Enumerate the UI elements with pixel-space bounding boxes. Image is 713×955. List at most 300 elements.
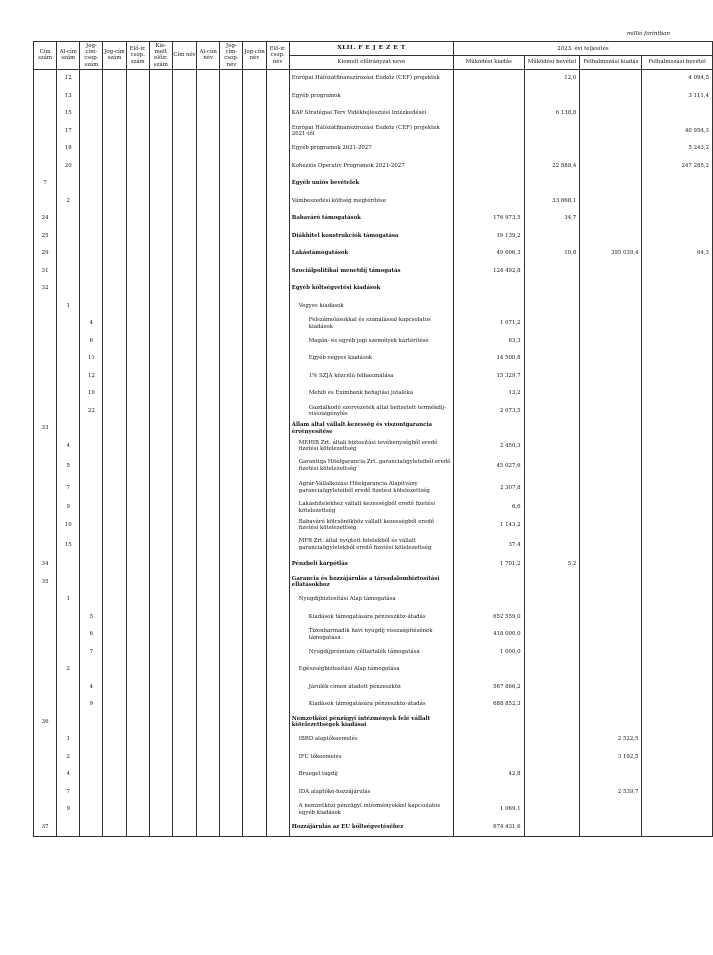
cell-jogcim-szam: [103, 227, 126, 245]
cell-alcim-nev: [197, 696, 220, 714]
cell-alcim-nev: [197, 556, 220, 574]
cell-jogcim-nev: [243, 534, 266, 556]
cell-alcim-szam: [57, 643, 80, 661]
cell-felhalmozasi-kiadas: [580, 591, 642, 609]
header-alcim-szam: Al-cím szám: [57, 42, 80, 70]
cell-cim-nev: [172, 245, 196, 263]
cell-mukodesi-bevetel: [524, 801, 580, 819]
cell-mukodesi-kiadas: 674 431,6: [453, 818, 524, 836]
cell-eloir-csop-nev: [266, 437, 289, 455]
cell-mukodesi-bevetel: [524, 350, 580, 368]
cell-jogcim-nev: [243, 591, 266, 609]
cell-felhalmozasi-kiadas: 2 539,7: [580, 783, 642, 801]
cell-alcim-nev: [197, 280, 220, 298]
cell-jogcim-csop-szam: 5: [80, 608, 103, 626]
cell-mukodesi-bevetel: [524, 262, 580, 280]
cell-alcim-szam: [57, 626, 80, 644]
cell-felhalmozasi-kiadas: [580, 227, 642, 245]
cell-jogcim-csop-nev: [220, 87, 243, 105]
cell-jogcim-nev: [243, 192, 266, 210]
cell-jogcim-csop-szam: [80, 713, 103, 731]
cell-jogcim-nev: [243, 315, 266, 333]
cell-cim-szam: 34: [34, 556, 57, 574]
cell-mukodesi-kiadas: 13,2: [453, 385, 524, 403]
cell-cim-szam: [34, 87, 57, 105]
table-body: [34, 69, 713, 836]
cell-alcim-szam: 2: [57, 748, 80, 766]
cell-felhalmozasi-kiadas: [580, 332, 642, 350]
cell-jogcim-szam: [103, 661, 126, 679]
cell-felhalmozasi-kiadas: [580, 661, 642, 679]
cell-cim-szam: [34, 192, 57, 210]
cell-eloir-csop-szam: [126, 210, 149, 228]
cell-eloir-csop-nev: [266, 626, 289, 644]
cell-alcim-szam: 15: [57, 105, 80, 123]
cell-jogcim-szam: [103, 192, 126, 210]
cell-mukodesi-bevetel: [524, 455, 580, 477]
cell-eloir-csop-szam: [126, 227, 149, 245]
header-cim-szam: Cím szám: [34, 42, 57, 70]
cell-mukodesi-bevetel: [524, 608, 580, 626]
cell-cim-nev: [172, 573, 196, 591]
cell-cim-szam: 35: [34, 573, 57, 591]
cell-felhalmozasi-bevetel: [642, 105, 713, 123]
period-header: 2023. évi teljesítés: [453, 42, 712, 56]
cell-felhalmozasi-bevetel: [642, 534, 713, 556]
cell-mukodesi-kiadas: 14 500,8: [453, 350, 524, 368]
cell-eloir-csop-nev: [266, 157, 289, 175]
cell-cim-szam: 31: [34, 262, 57, 280]
table-row: [34, 385, 713, 403]
cell-jogcim-csop-szam: [80, 783, 103, 801]
cell-jogcim-nev: [243, 731, 266, 749]
cell-mukodesi-bevetel: [524, 783, 580, 801]
cell-jogcim-csop-nev: [220, 262, 243, 280]
cell-felhalmozasi-bevetel: [642, 175, 713, 193]
cell-mukodesi-bevetel: 10,8: [524, 245, 580, 263]
cell-jogcim-szam: [103, 766, 126, 784]
cell-eloir-csop-szam: [126, 696, 149, 714]
table-row: [34, 122, 713, 140]
cell-eloir-csop-szam: [126, 766, 149, 784]
cell-jogcim-csop-szam: [80, 766, 103, 784]
cell-alcim-szam: [57, 175, 80, 193]
cell-jogcim-csop-nev: [220, 661, 243, 679]
cell-eloir-csop-nev: [266, 245, 289, 263]
cell-jogcim-csop-nev: [220, 210, 243, 228]
cell-felhalmozasi-kiadas: [580, 437, 642, 455]
cell-kiemelt-neve: Babaváró támogatások: [289, 210, 453, 228]
cell-eloir-csop-nev: [266, 608, 289, 626]
cell-jogcim-csop-nev: [220, 367, 243, 385]
cell-cim-nev: [172, 783, 196, 801]
cell-kiemelt-neve: IBRD alaptőkeemelés: [289, 731, 453, 749]
cell-jogcim-csop-nev: [220, 731, 243, 749]
cell-eloir-csop-nev: [266, 573, 289, 591]
cell-jogcim-csop-szam: [80, 245, 103, 263]
cell-mukodesi-bevetel: [524, 818, 580, 836]
cell-jogcim-szam: [103, 210, 126, 228]
cell-mukodesi-bevetel: 6 138,8: [524, 105, 580, 123]
cell-eloir-csop-nev: [266, 455, 289, 477]
cell-felhalmozasi-kiadas: [580, 385, 642, 403]
cell-kiemelt-neve: MFB Zrt. által nyújtott hitelekből és vállalt garanciaügyletekből eredő fizetési kötelezettség: [289, 534, 453, 556]
cell-kiemelt-neve: A nemzetközi pénzügyi intézményekkel kapcsolatos egyéb kiadások: [289, 801, 453, 819]
cell-kiemelt-eloir-szam: [149, 157, 172, 175]
cell-cim-nev: [172, 731, 196, 749]
cell-alcim-szam: [57, 573, 80, 591]
cell-felhalmozasi-bevetel: [642, 350, 713, 368]
cell-jogcim-csop-nev: [220, 766, 243, 784]
cell-felhalmozasi-bevetel: [642, 315, 713, 333]
header-kiemelt-eloir-szam: Kie-melt előir. szám: [149, 42, 172, 70]
cell-jogcim-szam: [103, 297, 126, 315]
cell-cim-szam: [34, 157, 57, 175]
cell-alcim-szam: [57, 227, 80, 245]
cell-kiemelt-neve: Európai Hálózatfinanszírozási Eszköz (CEF) projektek 2021-től: [289, 122, 453, 140]
cell-cim-nev: [172, 192, 196, 210]
cell-jogcim-szam: [103, 367, 126, 385]
cell-cim-nev: [172, 608, 196, 626]
cell-eloir-csop-szam: [126, 713, 149, 731]
cell-felhalmozasi-kiadas: [580, 262, 642, 280]
table-row: [34, 69, 713, 87]
cell-eloir-csop-szam: [126, 591, 149, 609]
cell-mukodesi-kiadas: [453, 87, 524, 105]
cell-alcim-nev: [197, 801, 220, 819]
cell-felhalmozasi-kiadas: [580, 157, 642, 175]
cell-alcim-nev: [197, 591, 220, 609]
cell-eloir-csop-nev: [266, 696, 289, 714]
table-row: [34, 516, 713, 534]
cell-felhalmozasi-bevetel: [642, 477, 713, 499]
header-jogcim-csop-nev: Jog-cím-csop. név: [220, 42, 243, 70]
cell-cim-nev: [172, 678, 196, 696]
cell-felhalmozasi-bevetel: [642, 801, 713, 819]
cell-jogcim-csop-nev: [220, 122, 243, 140]
cell-felhalmozasi-kiadas: [580, 713, 642, 731]
cell-cim-nev: [172, 175, 196, 193]
cell-cim-nev: [172, 516, 196, 534]
cell-kiemelt-eloir-szam: [149, 227, 172, 245]
unit-label: millió forintban: [626, 31, 670, 37]
cell-eloir-csop-szam: [126, 350, 149, 368]
cell-eloir-csop-nev: [266, 315, 289, 333]
cell-eloir-csop-szam: [126, 402, 149, 420]
cell-jogcim-nev: [243, 420, 266, 438]
cell-kiemelt-eloir-szam: [149, 731, 172, 749]
cell-jogcim-nev: [243, 516, 266, 534]
cell-alcim-nev: [197, 499, 220, 517]
cell-jogcim-csop-nev: [220, 192, 243, 210]
table-row: [34, 227, 713, 245]
cell-cim-szam: [34, 297, 57, 315]
cell-jogcim-csop-szam: [80, 420, 103, 438]
cell-jogcim-nev: [243, 477, 266, 499]
cell-felhalmozasi-bevetel: [642, 731, 713, 749]
cell-kiemelt-eloir-szam: [149, 262, 172, 280]
cell-jogcim-csop-szam: [80, 534, 103, 556]
cell-mukodesi-kiadas: [453, 122, 524, 140]
cell-felhalmozasi-bevetel: [642, 420, 713, 438]
cell-alcim-nev: [197, 367, 220, 385]
cell-cim-nev: [172, 801, 196, 819]
cell-alcim-nev: [197, 516, 220, 534]
cell-mukodesi-bevetel: [524, 87, 580, 105]
cell-cim-nev: [172, 332, 196, 350]
cell-jogcim-csop-nev: [220, 556, 243, 574]
cell-felhalmozasi-kiadas: [580, 402, 642, 420]
cell-jogcim-nev: [243, 818, 266, 836]
cell-felhalmozasi-kiadas: [580, 297, 642, 315]
cell-felhalmozasi-bevetel: [642, 713, 713, 731]
cell-mukodesi-kiadas: 15 329,7: [453, 367, 524, 385]
table-row: [34, 678, 713, 696]
cell-jogcim-csop-szam: [80, 818, 103, 836]
cell-jogcim-nev: [243, 402, 266, 420]
cell-eloir-csop-nev: [266, 661, 289, 679]
cell-jogcim-nev: [243, 455, 266, 477]
cell-cim-nev: [172, 499, 196, 517]
cell-alcim-szam: [57, 608, 80, 626]
cell-alcim-szam: [57, 210, 80, 228]
cell-mukodesi-kiadas: 2 450,3: [453, 437, 524, 455]
cell-eloir-csop-szam: [126, 315, 149, 333]
cell-jogcim-szam: [103, 608, 126, 626]
cell-cim-szam: 37: [34, 818, 57, 836]
cell-eloir-csop-szam: [126, 556, 149, 574]
cell-eloir-csop-nev: [266, 713, 289, 731]
cell-alcim-nev: [197, 643, 220, 661]
cell-mukodesi-kiadas: [453, 157, 524, 175]
cell-jogcim-csop-szam: [80, 192, 103, 210]
cell-alcim-nev: [197, 731, 220, 749]
cell-felhalmozasi-kiadas: [580, 801, 642, 819]
cell-cim-szam: 32: [34, 280, 57, 298]
cell-felhalmozasi-bevetel: [642, 227, 713, 245]
cell-eloir-csop-nev: [266, 748, 289, 766]
cell-mukodesi-kiadas: 652 559,0: [453, 608, 524, 626]
cell-eloir-csop-szam: [126, 420, 149, 438]
cell-felhalmozasi-bevetel: [642, 591, 713, 609]
cell-jogcim-szam: [103, 499, 126, 517]
cell-jogcim-csop-szam: [80, 297, 103, 315]
cell-mukodesi-bevetel: 22 888,4: [524, 157, 580, 175]
cell-eloir-csop-szam: [126, 385, 149, 403]
cell-jogcim-csop-szam: [80, 455, 103, 477]
cell-eloir-csop-nev: [266, 385, 289, 403]
cell-eloir-csop-nev: [266, 297, 289, 315]
cell-jogcim-csop-nev: [220, 477, 243, 499]
cell-mukodesi-kiadas: 1 071,2: [453, 315, 524, 333]
cell-eloir-csop-szam: [126, 477, 149, 499]
cell-cim-szam: [34, 122, 57, 140]
cell-jogcim-csop-nev: [220, 332, 243, 350]
cell-jogcim-nev: [243, 499, 266, 517]
cell-alcim-szam: 9: [57, 499, 80, 517]
cell-jogcim-csop-szam: [80, 105, 103, 123]
cell-mukodesi-kiadas: [453, 420, 524, 438]
cell-kiemelt-eloir-szam: [149, 437, 172, 455]
table-row: [34, 87, 713, 105]
cell-felhalmozasi-kiadas: [580, 175, 642, 193]
cell-alcim-szam: 15: [57, 534, 80, 556]
cell-alcim-szam: 18: [57, 140, 80, 158]
cell-cim-szam: [34, 766, 57, 784]
cell-eloir-csop-szam: [126, 643, 149, 661]
cell-mukodesi-bevetel: [524, 534, 580, 556]
cell-jogcim-nev: [243, 105, 266, 123]
cell-jogcim-csop-szam: [80, 748, 103, 766]
table-row: [34, 783, 713, 801]
cell-alcim-szam: 2: [57, 661, 80, 679]
cell-jogcim-csop-szam: [80, 227, 103, 245]
cell-mukodesi-kiadas: 1 069,1: [453, 801, 524, 819]
cell-kiemelt-eloir-szam: [149, 385, 172, 403]
header-mukodesi-bevetel: Működési bevétel: [524, 56, 580, 70]
cell-jogcim-szam: [103, 105, 126, 123]
cell-kiemelt-neve: Egyéb vegyes kiadások: [289, 350, 453, 368]
cell-felhalmozasi-bevetel: 40 954,3: [642, 122, 713, 140]
cell-kiemelt-eloir-szam: [149, 608, 172, 626]
cell-kiemelt-neve: Felszámolásokkal és szanálással kapcsolatos kiadások: [289, 315, 453, 333]
cell-jogcim-csop-szam: 9: [80, 696, 103, 714]
cell-alcim-szam: 12: [57, 69, 80, 87]
cell-cim-nev: [172, 696, 196, 714]
cell-jogcim-csop-nev: [220, 105, 243, 123]
cell-felhalmozasi-kiadas: [580, 122, 642, 140]
cell-jogcim-csop-nev: [220, 69, 243, 87]
cell-jogcim-szam: [103, 280, 126, 298]
cell-jogcim-csop-szam: [80, 122, 103, 140]
cell-cim-nev: [172, 437, 196, 455]
cell-kiemelt-eloir-szam: [149, 402, 172, 420]
cell-mukodesi-bevetel: [524, 766, 580, 784]
cell-alcim-nev: [197, 661, 220, 679]
table-row: [34, 402, 713, 420]
cell-mukodesi-bevetel: [524, 140, 580, 158]
cell-jogcim-nev: [243, 210, 266, 228]
cell-alcim-nev: [197, 477, 220, 499]
cell-cim-szam: [34, 748, 57, 766]
cell-mukodesi-kiadas: 1 143,2: [453, 516, 524, 534]
cell-felhalmozasi-bevetel: [642, 748, 713, 766]
cell-kiemelt-neve: Egyéb költségvetési kiadások: [289, 280, 453, 298]
cell-kiemelt-eloir-szam: [149, 626, 172, 644]
cell-jogcim-csop-nev: [220, 713, 243, 731]
cell-jogcim-csop-nev: [220, 678, 243, 696]
table-row: [34, 696, 713, 714]
cell-alcim-nev: [197, 437, 220, 455]
cell-cim-szam: 24: [34, 210, 57, 228]
cell-kiemelt-neve: Nyugdíjprémium céltartalék támogatása: [289, 643, 453, 661]
cell-kiemelt-neve: Hozzájárulás az EU költségvetéséhez: [289, 818, 453, 836]
cell-cim-nev: [172, 766, 196, 784]
cell-jogcim-szam: [103, 748, 126, 766]
cell-jogcim-szam: [103, 385, 126, 403]
cell-alcim-nev: [197, 315, 220, 333]
cell-eloir-csop-szam: [126, 534, 149, 556]
cell-mukodesi-bevetel: [524, 315, 580, 333]
cell-mukodesi-kiadas: 2 073,5: [453, 402, 524, 420]
cell-mukodesi-bevetel: [524, 731, 580, 749]
cell-alcim-nev: [197, 713, 220, 731]
cell-mukodesi-bevetel: 34,7: [524, 210, 580, 228]
cell-felhalmozasi-kiadas: [580, 420, 642, 438]
cell-cim-szam: [34, 367, 57, 385]
cell-jogcim-nev: [243, 87, 266, 105]
cell-jogcim-csop-nev: [220, 534, 243, 556]
cell-alcim-szam: [57, 332, 80, 350]
header-cim-nev: Cím név: [172, 42, 196, 70]
cell-mukodesi-bevetel: [524, 122, 580, 140]
cell-jogcim-szam: [103, 69, 126, 87]
cell-felhalmozasi-bevetel: [642, 516, 713, 534]
cell-jogcim-csop-szam: 12: [80, 367, 103, 385]
cell-cim-szam: [34, 731, 57, 749]
cell-alcim-nev: [197, 210, 220, 228]
cell-felhalmozasi-bevetel: [642, 367, 713, 385]
cell-kiemelt-neve: Kiadások támogatására pénzeszköz-átadás: [289, 696, 453, 714]
cell-jogcim-csop-nev: [220, 280, 243, 298]
cell-kiemelt-neve: Mehib és Eximbank behajtási jutaléka: [289, 385, 453, 403]
cell-jogcim-szam: [103, 332, 126, 350]
cell-alcim-szam: 4: [57, 766, 80, 784]
cell-jogcim-csop-szam: [80, 69, 103, 87]
table-row: [34, 643, 713, 661]
cell-jogcim-csop-szam: [80, 499, 103, 517]
table-row: [34, 332, 713, 350]
cell-jogcim-csop-nev: [220, 385, 243, 403]
cell-kiemelt-neve: Egyéb programok: [289, 87, 453, 105]
cell-eloir-csop-nev: [266, 175, 289, 193]
cell-felhalmozasi-kiadas: 3 192,5: [580, 748, 642, 766]
cell-kiemelt-eloir-szam: [149, 332, 172, 350]
cell-jogcim-nev: [243, 262, 266, 280]
cell-eloir-csop-nev: [266, 499, 289, 517]
cell-eloir-csop-szam: [126, 626, 149, 644]
cell-kiemelt-eloir-szam: [149, 87, 172, 105]
cell-cim-szam: [34, 455, 57, 477]
cell-alcim-nev: [197, 748, 220, 766]
cell-jogcim-csop-szam: [80, 573, 103, 591]
cell-alcim-nev: [197, 766, 220, 784]
cell-eloir-csop-nev: [266, 402, 289, 420]
cell-cim-szam: [34, 783, 57, 801]
cell-mukodesi-bevetel: [524, 661, 580, 679]
cell-alcim-szam: 1: [57, 297, 80, 315]
cell-cim-nev: [172, 105, 196, 123]
table-row: [34, 766, 713, 784]
cell-cim-szam: 36: [34, 713, 57, 731]
cell-felhalmozasi-kiadas: [580, 455, 642, 477]
cell-kiemelt-neve: Nemzetközi pénzügyi intézmények felé vállalt kötelezettségek kiadásai: [289, 713, 453, 731]
cell-jogcim-csop-nev: [220, 315, 243, 333]
cell-alcim-nev: [197, 262, 220, 280]
cell-felhalmozasi-kiadas: [580, 315, 642, 333]
cell-jogcim-szam: [103, 157, 126, 175]
cell-cim-szam: 33: [34, 420, 57, 438]
cell-kiemelt-eloir-szam: [149, 477, 172, 499]
cell-mukodesi-bevetel: [524, 175, 580, 193]
cell-mukodesi-bevetel: [524, 332, 580, 350]
cell-kiemelt-eloir-szam: [149, 455, 172, 477]
cell-cim-szam: [34, 385, 57, 403]
cell-eloir-csop-nev: [266, 367, 289, 385]
cell-kiemelt-neve: Kohéziós Operatív Programok 2021-2027: [289, 157, 453, 175]
cell-alcim-szam: 13: [57, 87, 80, 105]
cell-felhalmozasi-kiadas: [580, 643, 642, 661]
